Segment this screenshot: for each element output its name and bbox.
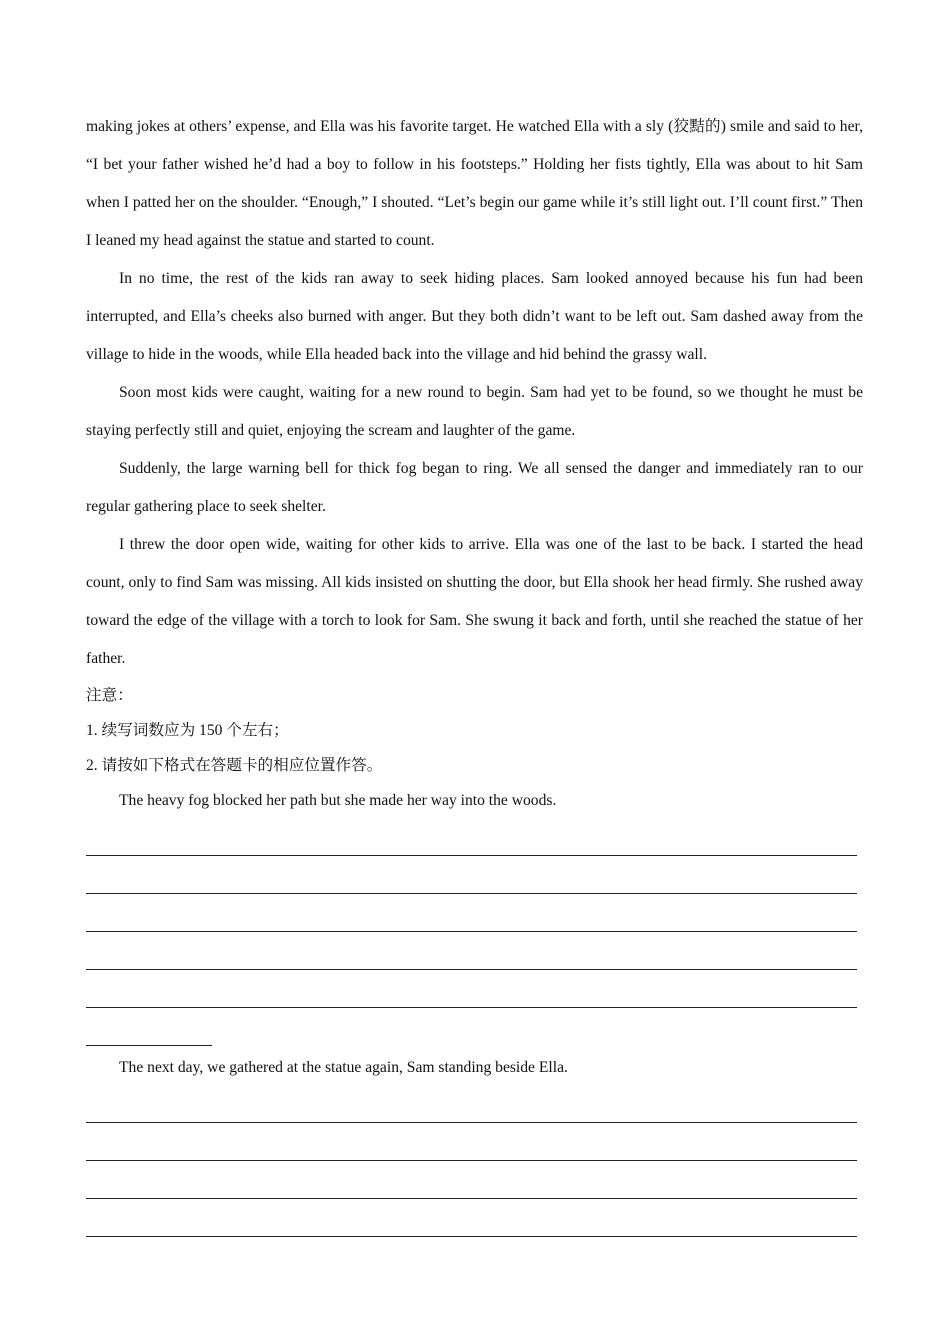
notes-item-1: 1. 续写词数应为 150 个左右；: [86, 722, 289, 739]
answer-line[interactable]: [86, 894, 857, 932]
answer-lines-1: [86, 818, 863, 1046]
document-page: [86, 108, 863, 1237]
answer-line-short[interactable]: [86, 1008, 212, 1046]
notes-item-2: 2. 请按如下格式在答题卡的相应位置作答。: [86, 757, 383, 774]
answer-line[interactable]: [86, 1161, 857, 1199]
answer-line[interactable]: [86, 1085, 857, 1123]
passage-paragraph-1: making jokes at others’ expense, and Ella was his favorite target. He watched Ella with a sly (狡黠的) smile and said to her, “I bet your father wished he’d had a boy to follow in his footsteps.” Holding her fists tightly, Ella was about to hit Sam when I patted her on the shoulder. “Enough,” I shouted. “Let’s begin our game while it’s still light out. I’ll count first.” Then I leaned my head against the statue and started to count.: [86, 118, 863, 249]
answer-line[interactable]: [86, 932, 857, 970]
answer-line[interactable]: [86, 856, 857, 894]
answer-line[interactable]: [86, 1199, 857, 1237]
answer-line[interactable]: [86, 970, 857, 1008]
passage-paragraph-3: Soon most kids were caught, waiting for a new round to begin. Sam had yet to be found, so we thought he must be staying perfectly still and quiet, enjoying the scream and laughter of the game.: [86, 384, 863, 439]
passage-paragraph-2: In no time, the rest of the kids ran away to seek hiding places. Sam looked annoyed because his fun had been interrupted, and Ella’s cheeks also burned with anger. But they both didn’t want to be left out. Sam dashed away from the village to hide in the woods, while Ella headed back into the village and hid behind the grassy wall.: [86, 270, 863, 363]
passage-paragraph-5: I threw the door open wide, waiting for other kids to arrive. Ella was one of the last to be back. I started the head count, only to find Sam was missing. All kids insisted on shutting the door, but Ella shook her head firmly. She rushed away toward the edge of the village with a torch to look for Sam. She swung it back and forth, until she reached the statue of her father.: [86, 536, 863, 667]
continuation-prompt-1: The heavy fog blocked her path but she made her way into the woods.: [119, 792, 557, 809]
answer-lines-2: [86, 1085, 863, 1237]
answer-line[interactable]: [86, 818, 857, 856]
answer-line[interactable]: [86, 1123, 857, 1161]
passage-paragraph-4: Suddenly, the large warning bell for thick fog began to ring. We all sensed the danger and immediately ran to our regular gathering place to seek shelter.: [86, 460, 863, 515]
continuation-prompt-2: The next day, we gathered at the statue again, Sam standing beside Ella.: [119, 1059, 568, 1076]
notes-heading: 注意：: [86, 687, 133, 704]
